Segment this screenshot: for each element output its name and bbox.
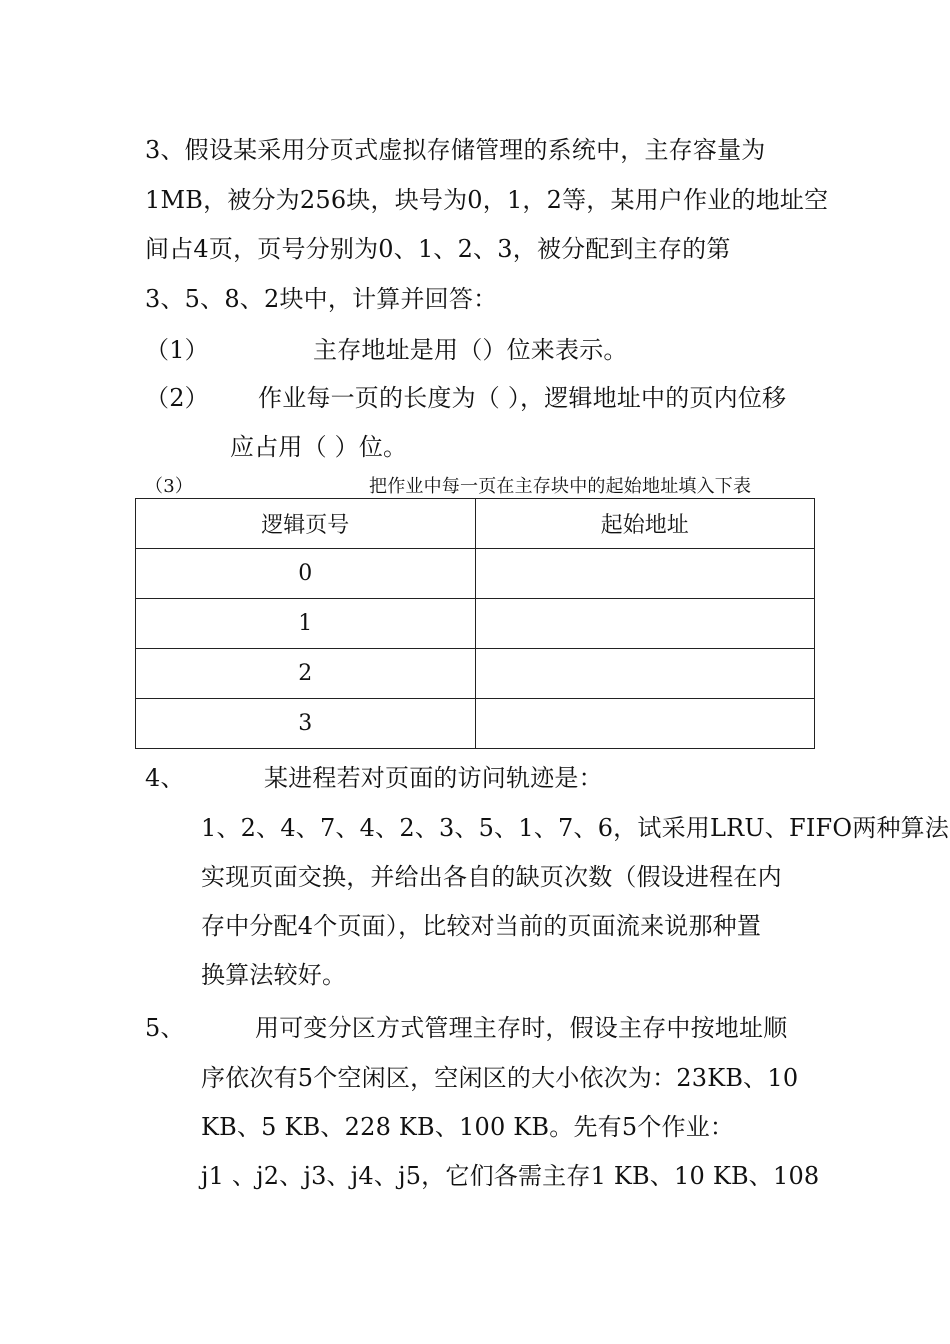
cell-start-address [475, 649, 815, 699]
cell-start-address [475, 549, 815, 599]
q3-sub3-number: （3） [145, 476, 194, 497]
q3-line-4: 3、5、8、2块中，计算并回答： [145, 285, 498, 313]
q5-line-4: j1 、j2、j3、j4、j5，它们各需主存1 KB、10 KB、108 [201, 1162, 820, 1190]
q5-number: 5、 [145, 1014, 185, 1042]
table-row [136, 599, 815, 649]
q3-sub2-number: （2） [145, 384, 209, 412]
q4-line-2: 1、2、4、7、4、2、3、5、1、7、6，试采用LRU、FIFO两种算法 [201, 814, 950, 842]
page-address-table [135, 498, 815, 749]
table-header-row [136, 499, 815, 549]
table-row [136, 699, 815, 749]
q3-sub1-number: （1） [145, 336, 209, 364]
cell-page-number: 0 [136, 549, 476, 599]
q3-line-3: 间占4页，页号分别为0、1、2、3，被分配到主存的第 [145, 235, 731, 263]
q4-line-1: 某进程若对页面的访问轨迹是： [264, 764, 603, 792]
header-start-address: 起始地址 [475, 499, 815, 549]
q3-sub2-text: 作业每一页的长度为（ ），逻辑地址中的页内位移 [258, 384, 787, 412]
q3-sub3-text: 把作业中每一页在主存块中的起始地址填入下表 [369, 476, 752, 497]
q5-line-2: 序依次有5个空闲区，空闲区的大小依次为：23KB、10 [201, 1064, 799, 1092]
q3-line-2: 1MB，被分为256块，块号为0，1，2等，某用户作业的地址空 [145, 186, 829, 214]
q4-line-3: 实现页面交换，并给出各自的缺页次数（假设进程在内 [201, 863, 782, 891]
header-logical-page: 逻辑页号 [136, 499, 476, 549]
table-row [136, 549, 815, 599]
cell-page-number: 3 [136, 699, 476, 749]
q3-line-1: 3、假设某采用分页式虚拟存储管理的系统中，主存容量为 [145, 136, 766, 164]
table-row [136, 649, 815, 699]
cell-start-address [475, 699, 815, 749]
q3-sub2-continuation: 应占用（ ）位。 [230, 433, 408, 461]
q3-sub1-text: 主存地址是用（）位来表示。 [313, 336, 628, 364]
q4-line-4: 存中分配4个页面），比较对当前的页面流来说那种置 [201, 912, 762, 940]
q4-number: 4、 [145, 764, 185, 792]
cell-start-address [475, 599, 815, 649]
q5-line-3: KB、5 KB、228 KB、100 KB。先有5个作业： [201, 1113, 735, 1141]
cell-page-number: 2 [136, 649, 476, 699]
cell-page-number: 1 [136, 599, 476, 649]
q4-line-5: 换算法较好。 [201, 961, 347, 989]
q5-line-1: 用可变分区方式管理主存时，假设主存中按地址顺 [255, 1014, 788, 1042]
